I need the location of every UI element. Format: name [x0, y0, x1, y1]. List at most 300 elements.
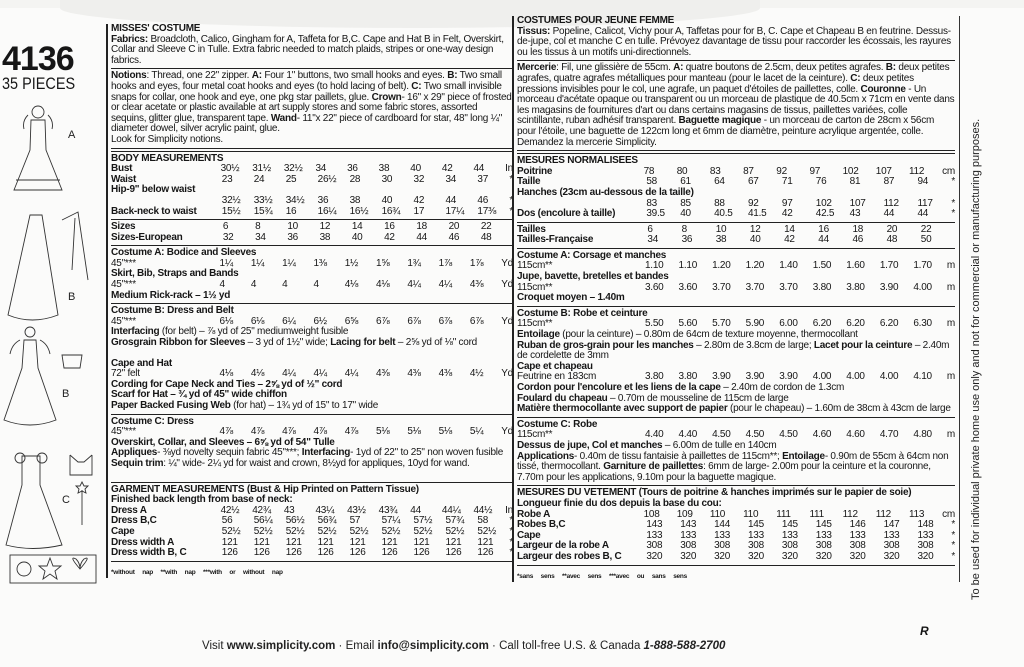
measurement-row [517, 552, 955, 563]
bold-term: Cordon pour l'encolure et les liens de la cape [517, 382, 721, 393]
text-run: - 0.90m de 55cm à 64cm non tissé, thermocollant. [517, 450, 949, 473]
legal-notice: To be used for individual private home use only and not for commercial or manufacturing purposes. [970, 118, 982, 600]
section-heading: Costume C: Robe [517, 418, 598, 430]
bold-term: Lacet pour la ceinture [813, 339, 913, 351]
size-value: 44 [883, 208, 895, 220]
size-value: 1¼ [219, 257, 233, 269]
row-label: Poitrine [517, 165, 553, 177]
size-value: 92 [748, 197, 759, 209]
size-value: 146 [849, 519, 866, 531]
size-value: 4¼ [407, 279, 421, 291]
divider [517, 565, 955, 566]
row-label: 45"*** [111, 279, 136, 291]
text-run: : Fil, une glissière de 55cm. [556, 62, 674, 74]
text-run: Four 1" buttons, two small hooks and eyes. [261, 70, 448, 82]
size-value: 4⅛ [219, 368, 233, 380]
size-value: 32½ [221, 194, 241, 206]
size-value: 43¾ [378, 504, 398, 516]
size-value: 1¼ [250, 257, 265, 269]
unit: * [951, 519, 955, 531]
size-value: 4⅞ [344, 426, 359, 438]
row-label: Largeur de la robe A [517, 540, 609, 552]
bold-term: Entoilage [517, 329, 560, 341]
size-value: 4½ [469, 368, 484, 380]
section-heading: Costume B: Robe et ceinture [517, 307, 648, 319]
size-value: 3.70 [712, 281, 731, 293]
row-label: Dos (encolure à taille) [517, 208, 616, 220]
size-value: 4.60 [812, 429, 832, 441]
bold-term: B: [447, 70, 458, 82]
size-value: 308 [917, 540, 934, 552]
size-value: 58 [646, 176, 657, 188]
size-value: 43¼ [315, 504, 335, 516]
size-value: 39.5 [646, 208, 665, 220]
paragraph [111, 71, 513, 135]
size-value: 14 [784, 223, 795, 235]
website-link[interactable]: www.simplicity.com [226, 640, 336, 652]
size-value: 144 [714, 519, 731, 531]
size-value: 117 [917, 197, 933, 209]
size-value: 4.70 [879, 429, 899, 441]
paragraph [517, 404, 955, 415]
unit: m [946, 371, 956, 383]
size-value: 1.70 [913, 260, 932, 272]
size-value: 4.60 [846, 429, 865, 441]
size-value: 3.60 [645, 281, 664, 293]
unit: * [509, 205, 514, 217]
size-value: 3.70 [745, 281, 765, 293]
size-value: 25 [285, 173, 297, 185]
registered-mark: R [920, 624, 929, 638]
size-value: 6¼ [282, 315, 296, 327]
applique-shapes-sketch [10, 555, 96, 583]
size-value: 36 [347, 163, 358, 175]
size-value: 5.70 [712, 318, 731, 330]
size-value: 133 [714, 529, 731, 541]
text-run: Two small hooks and eyes, four metal coat hooks and eyes (to hold lacing of belt). [111, 70, 502, 92]
size-value: 126 [285, 547, 302, 559]
divider [111, 482, 513, 483]
unit: m [946, 260, 956, 272]
size-value: 40 [749, 234, 761, 246]
unit: * [951, 529, 955, 541]
size-value: 3.90 [745, 371, 765, 383]
divider [111, 68, 513, 69]
size-value: 20 [886, 223, 898, 235]
section-heading: Hip-9" below waist [111, 184, 196, 196]
text-run: Popeline, Calicot, Vichy pour A, Taffetas pour for B, C. Cape et Chapeau B en feutrine. Dessus-de-jupe, col et manche C en tulle. Prévoyez davantage de tissu pour raccorder les écossais, les rayures ou les tissus à un motifs uni-directionnels. [517, 25, 951, 58]
size-value: 133 [748, 529, 764, 541]
size-value: 5.50 [645, 318, 664, 330]
unit: * [951, 197, 955, 209]
size-value: 4⅜ [438, 368, 453, 380]
unit: m [946, 318, 956, 330]
section-heading: Costume A: Bodice and Sleeves [111, 247, 257, 259]
size-value: 88 [714, 197, 725, 209]
size-value: 16¾ [381, 205, 401, 217]
size-value: 133 [849, 529, 866, 541]
size-value: 3.80 [812, 281, 832, 293]
section-heading: BODY MEASUREMENTS [111, 152, 224, 164]
size-value: 4.50 [745, 429, 765, 441]
size-value: 121 [413, 536, 430, 548]
size-value: 308 [815, 540, 832, 552]
size-value: 320 [883, 550, 900, 562]
size-value: 126 [349, 547, 366, 559]
row-label: Cape [111, 525, 135, 537]
bold-term: Applications [517, 450, 575, 462]
size-value: 15½ [221, 205, 241, 217]
unit: * [509, 194, 514, 206]
unit: Yd [501, 315, 513, 327]
bold-term: Grosgrain Ribbon for Sleeves [111, 337, 246, 349]
size-value: 17⅜ [477, 205, 497, 217]
size-value: 102 [842, 165, 859, 177]
view-c-dress-sketch [6, 453, 92, 549]
row-label: Largeur des robes B, C [517, 550, 622, 562]
row-label: Tailles [517, 223, 546, 235]
size-value: 52½ [317, 525, 337, 537]
row-label: Robes B,C [517, 519, 566, 531]
size-value: 34 [315, 163, 327, 175]
size-value: 43 [283, 504, 295, 516]
size-value: 24 [253, 173, 265, 185]
size-value: 30½ [220, 163, 240, 175]
text-run: - 0.40m de tissu fantaisie à paillettes de 115cm**; [574, 450, 783, 462]
size-value: 97 [809, 165, 821, 177]
size-value: 16 [285, 205, 297, 217]
size-value: 4.00 [812, 371, 832, 383]
size-value: 110 [743, 508, 759, 520]
english-footnote: *without nap **with nap ***with or without nap [111, 568, 283, 576]
size-value: 83 [646, 197, 657, 209]
size-value: 3.70 [779, 281, 798, 293]
size-value: 320 [748, 550, 764, 562]
row-label: Feutrine en 183cm [517, 371, 597, 383]
size-value: 87 [883, 176, 895, 188]
divider [111, 561, 513, 562]
size-value: 38 [319, 231, 331, 243]
size-value: 6.20 [879, 318, 899, 330]
bold-term: A: [251, 70, 262, 82]
size-value: 61 [680, 176, 691, 188]
row-label: 115cm** [517, 281, 553, 293]
section-heading: Costume B: Dress and Belt [111, 305, 234, 317]
size-value: 38 [715, 234, 727, 246]
size-value: 48 [886, 234, 898, 246]
bold-term: Lacing for belt [330, 337, 396, 349]
view-label-b: B [68, 291, 76, 303]
bold-term: Ruban de gros-grain pour les manches [517, 339, 694, 351]
size-value: 133 [646, 529, 663, 541]
unit: In [505, 504, 513, 516]
size-value: 33½ [253, 194, 273, 206]
size-value: 4.80 [913, 429, 932, 441]
size-value: 57 [349, 515, 361, 527]
size-value: 16 [384, 221, 395, 233]
size-value: 143 [680, 519, 697, 531]
size-value: 1⅜ [313, 257, 327, 269]
section-heading: Finished back length from base of neck: [111, 494, 293, 506]
paragraph [111, 338, 513, 349]
size-value: 1.10 [678, 260, 698, 272]
size-value: 57½ [413, 515, 433, 527]
size-value: 126 [413, 547, 430, 559]
size-value: 43 [849, 208, 861, 220]
size-value: 133 [781, 529, 798, 541]
french-instructions-panel [512, 16, 960, 582]
size-value: 320 [714, 550, 731, 562]
bold-term: C: [850, 72, 861, 84]
divider [517, 485, 955, 486]
size-value: 320 [680, 550, 697, 562]
section-heading: GARMENT MEASUREMENTS (Bust & Hip Printed on Pattern Tissue) [111, 483, 419, 495]
size-value: 8 [255, 221, 261, 233]
paragraph [111, 35, 513, 67]
size-value: 112 [883, 197, 899, 209]
size-value: 10 [287, 221, 298, 233]
unit: m [946, 281, 956, 293]
size-value: 40.5 [714, 208, 733, 220]
size-value: 308 [680, 540, 697, 552]
size-value: 3.80 [678, 371, 698, 383]
unit: * [951, 540, 955, 552]
size-value: 4¼ [438, 279, 453, 291]
size-value: 4⅞ [282, 426, 296, 438]
size-value: 48 [480, 231, 492, 243]
size-value: 58 [477, 515, 489, 527]
row-label: Dress width A [111, 536, 175, 548]
section-heading: Croquet moyen – 1.40m [517, 292, 625, 304]
size-value: 46 [448, 231, 460, 243]
pattern-number: 4136 [2, 40, 74, 78]
text-run: (for hat) – 1¾ yd of 15" to 17" wide [230, 400, 379, 411]
divider [111, 245, 513, 246]
section-heading: MESURES DU VETEMENT (Tours de poitrine & hanches imprimés sur le papier de soie) [517, 487, 912, 499]
size-value: 4⅛ [376, 279, 390, 291]
size-value: 57¾ [445, 515, 465, 527]
size-value: 15¾ [253, 205, 273, 217]
size-value: 126 [221, 547, 238, 559]
size-value: 6⅛ [219, 315, 233, 327]
size-value: 22 [920, 223, 932, 235]
size-value: 4⅜ [376, 368, 390, 380]
size-value: 37 [477, 173, 489, 185]
row-label: 115cm** [517, 260, 553, 272]
text-run: - Un morceau d'acétate opaque ou transparent ou un morceau de plastique de 40.5cm x 71cm en vente dans les magasins de fournitures d'art ou dans certains magasins de tissus, paillettes variées, colle scintillante, ruban adhésif transparent. [517, 83, 955, 127]
bold-term: Interfacing [111, 326, 160, 338]
section-heading: Cape et chapeau [517, 360, 593, 372]
measurement-row [111, 207, 513, 218]
size-value: 320 [815, 550, 832, 562]
paragraph [517, 63, 955, 148]
size-value: 36 [287, 231, 298, 243]
unit: * [951, 208, 955, 220]
size-value: 87 [743, 165, 754, 177]
size-value: 52½ [413, 525, 433, 537]
size-value: 56 [221, 515, 233, 527]
size-value: 3.80 [846, 281, 865, 293]
size-value: 52½ [477, 525, 497, 537]
unit: Yd [501, 426, 513, 438]
bold-term: Wand [270, 112, 297, 124]
size-value: 44 [445, 194, 457, 206]
unit: m [946, 429, 956, 441]
size-value: 4.50 [779, 429, 798, 441]
piece-count: 35 PIECES [2, 74, 76, 93]
size-value: 38 [378, 163, 390, 175]
size-value: 5¼ [469, 426, 484, 438]
size-value: 26½ [317, 173, 337, 185]
divider [517, 306, 955, 307]
size-value: 4⅛ [344, 279, 359, 291]
size-value: 42 [441, 163, 453, 175]
measurement-row [111, 548, 513, 559]
size-value: 112 [908, 165, 925, 177]
size-value: 121 [221, 536, 238, 548]
unit: * [509, 536, 514, 548]
size-value: 4¼ [344, 368, 359, 380]
size-value: 38 [349, 194, 361, 206]
size-value: 56½ [285, 515, 305, 527]
size-value: 40 [680, 208, 691, 220]
size-value: 108 [643, 508, 660, 520]
size-value: 6.00 [779, 318, 798, 330]
size-value: 4 [313, 279, 319, 291]
text-run: – 2⅝ yd of ⅛" cord [395, 337, 477, 349]
size-value: 52½ [221, 525, 241, 537]
size-value: 1⅞ [469, 257, 484, 269]
english-instructions-panel [106, 24, 513, 578]
bold-term: Entoilage [782, 450, 825, 462]
text-run: : Thread, one 22" zipper. [146, 70, 252, 82]
size-value: 5.60 [678, 318, 698, 330]
view-a-dress-sketch [14, 106, 62, 190]
size-value: 10 [715, 223, 727, 235]
text-run: deux petites agrafes, quatre agrafes métalliques pour manteau (pour le lacet de la ceinture). [517, 62, 950, 84]
row-label: Waist [111, 173, 137, 185]
text-run: deux petites pressions invisibles pour le col, une agrafe, un paquet d'étoiles de paillettes, colle. [517, 72, 914, 95]
divider [517, 60, 955, 61]
size-value: 42 [781, 208, 793, 220]
divider [111, 148, 513, 149]
view-label-c: C [62, 494, 70, 506]
section-heading: Scarf for Hat – ¾ yd of 45" wide chiffon [111, 389, 287, 401]
paragraph [517, 452, 955, 484]
size-value: 111 [776, 508, 791, 520]
size-value: 308 [883, 540, 900, 552]
size-value: 18 [852, 223, 864, 235]
row-label: Bust [111, 163, 133, 175]
size-value: 16¼ [317, 205, 337, 217]
size-value: 1.50 [812, 260, 832, 272]
size-value: 18 [416, 221, 427, 233]
size-value: 17¼ [445, 205, 465, 217]
size-value: 133 [883, 529, 900, 541]
bold-term: Mercerie [517, 62, 557, 74]
bold-term: Appliques [111, 447, 158, 459]
divider [517, 417, 955, 418]
size-value: 121 [285, 536, 302, 548]
size-value: 50 [920, 234, 932, 246]
size-value: 308 [646, 540, 663, 552]
bold-term: Foulard du chapeau [517, 392, 608, 404]
size-value: 4 [250, 279, 257, 291]
size-value: 3.90 [779, 371, 798, 383]
section-heading: Medium Rick-rack – 1½ yd [111, 289, 231, 301]
size-value: 76 [815, 176, 827, 188]
section-heading: MESURES NORMALISEES [517, 155, 638, 167]
size-value: 41.5 [748, 208, 767, 220]
size-value: 32½ [283, 163, 303, 175]
size-value: 107 [875, 165, 892, 177]
size-value: 52½ [349, 525, 369, 537]
bold-term: Notions [111, 70, 147, 82]
size-value: 121 [349, 536, 366, 548]
bold-term: Paper Backed Fusing Web [111, 400, 231, 411]
text-run: Two small invisible snaps for collar, one hook and eye, one pkg star paillets, glue. [111, 80, 502, 103]
size-value: 1.40 [779, 260, 798, 272]
size-value: 121 [317, 536, 334, 548]
section-heading: Hanches (23cm au-dessous de la taille) [517, 186, 694, 198]
size-value: 320 [849, 550, 866, 562]
section-heading: Overskirt, Collar, and Sleeves – 6⅝ yd of 54" Tulle [111, 436, 335, 448]
size-value: 126 [445, 547, 462, 559]
size-value: 44¼ [441, 504, 461, 516]
size-value: 1¾ [407, 257, 421, 269]
divider [111, 414, 513, 415]
size-value: 102 [815, 197, 832, 209]
size-value: 3.90 [879, 281, 899, 293]
spacer [111, 470, 513, 480]
size-value: 8 [681, 223, 687, 235]
bold-term: Tissus: [517, 25, 553, 37]
row-label: 45"*** [111, 315, 136, 327]
size-value: 6.30 [913, 318, 932, 330]
row-label: 115cm** [517, 318, 553, 330]
size-value: 4⅜ [407, 368, 421, 380]
size-value: 4 [219, 279, 225, 291]
size-value: 23 [221, 173, 233, 185]
size-value: 133 [815, 529, 832, 541]
size-value: 67 [748, 176, 759, 188]
size-value: 113 [908, 508, 925, 520]
size-value: 1⅝ [376, 257, 390, 269]
size-value: 4⅛ [250, 368, 265, 380]
size-value: 6⅞ [376, 315, 390, 327]
size-value: 44 [473, 163, 485, 175]
size-value: 145 [815, 519, 832, 531]
size-value: 40 [410, 163, 421, 175]
section-heading: Costume C: Dress [111, 415, 194, 427]
email-link[interactable]: info@simplicity.com [377, 640, 489, 652]
text-run: Broadcloth, Calico, Gingham for A, Taffeta for B,C. Cape and Hat B in Felt, Overskirt, Collar and Sleeve C in Tulle. Extra fabric needed to match plaids, stripes or one-way design fabrics. [111, 33, 504, 66]
size-value: 94 [917, 176, 929, 188]
unit: Yd [501, 279, 513, 291]
size-value: 112 [875, 508, 891, 520]
size-value: 145 [781, 519, 798, 531]
text-run: – 3 yd of 1½" wide; [245, 337, 331, 349]
unit: cm [942, 165, 955, 177]
text-run: - 16" x 29" piece of frosted or clear acetate or plastic available at art supply stores and some fabric stores, assorted sequins, glitter glue, transparent tape. [111, 91, 512, 124]
bold-term: C: [411, 80, 422, 92]
unit: Yd [501, 257, 513, 269]
size-value: 56¼ [253, 515, 273, 527]
size-value: 1.60 [846, 260, 865, 272]
row-label: 115cm** [517, 429, 553, 441]
size-value: 1.10 [645, 260, 664, 272]
size-value: 20 [448, 221, 460, 233]
